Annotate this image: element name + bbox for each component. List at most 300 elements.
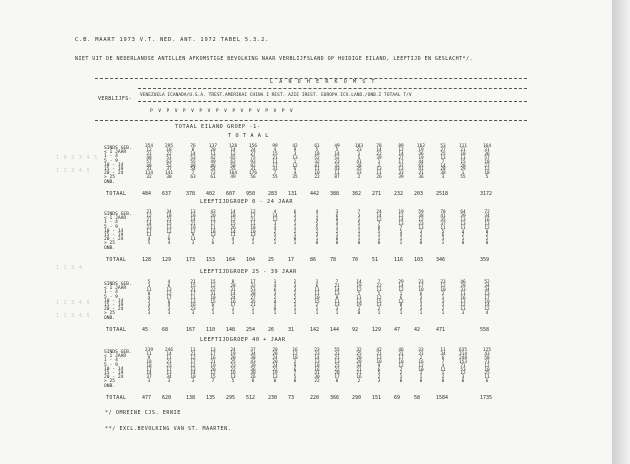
table-cell: 31 (418, 171, 424, 177)
table-cell: 1 (441, 303, 445, 309)
total-cell: 47 (394, 327, 401, 333)
table-cell: 54 (190, 167, 196, 173)
table-cell: 34 (440, 351, 446, 357)
table-cell: 176 (249, 171, 257, 177)
table-cell: 25 (356, 351, 362, 357)
data-column (458, 349, 468, 384)
table-cell: 48 (146, 163, 152, 169)
table-cell: 5 (441, 229, 445, 235)
table-cell: 1 (461, 237, 465, 243)
table-cell: 21 (250, 303, 256, 309)
table-cell: 1 (357, 237, 361, 243)
table-cell: 16 (210, 355, 216, 361)
table-cell: 22 (166, 151, 172, 157)
table-cell: 6 (441, 233, 445, 239)
table-cell: 4 (273, 225, 277, 231)
table-cell: 14 (398, 283, 404, 289)
table-cell: 18 (484, 159, 490, 165)
table-cell: 3 (399, 307, 403, 313)
data-column (144, 281, 154, 316)
table-cell: 13 (484, 291, 490, 297)
table-cell: 137 (209, 144, 217, 149)
row-labels (104, 350, 132, 389)
table-cell: 21 (146, 217, 152, 223)
table-cell: 8 (335, 217, 339, 223)
data-column (164, 281, 174, 316)
table-cell: 19 (272, 371, 278, 377)
table-cell: 13 (376, 303, 382, 309)
table-cell: 38 (418, 213, 424, 219)
table-cell: 5 (335, 147, 339, 153)
total-cell: 17 (288, 257, 295, 263)
table-cell: 22 (230, 367, 236, 373)
total-cell: 129 (372, 327, 382, 333)
total-cell: 254 (246, 327, 256, 333)
table-cell: 17 (272, 163, 278, 169)
table-cell: 11 (210, 151, 216, 157)
table-cell: 13 (190, 210, 196, 215)
data-column (396, 349, 406, 384)
table-cell: 12 (190, 363, 196, 369)
table-cell: 2 (441, 291, 445, 297)
table-cell: 21 (190, 221, 196, 227)
table-cell: 32 (314, 159, 320, 165)
table-cell: 41 (356, 159, 362, 165)
table-cell: 17 (250, 280, 256, 285)
table-cell: 4 (273, 147, 277, 153)
data-column (416, 281, 426, 316)
table-cell: 6 (211, 241, 215, 247)
table-cell: 32 (250, 283, 256, 289)
row-label: ONB. (104, 383, 116, 389)
row-label: SINDS GEB. (104, 146, 132, 151)
data-column (248, 145, 258, 180)
data-column (438, 145, 448, 180)
table-cell: 21 (356, 367, 362, 373)
table-cell: 4 (315, 217, 319, 223)
table-cell: 26 (230, 225, 236, 231)
row-label: 10 - 14 (104, 366, 124, 372)
data-column (416, 145, 426, 180)
table-cell: 16 (292, 348, 298, 353)
table-cell: 3 (191, 241, 195, 247)
table-cell: 33 (418, 348, 424, 353)
table-cell: 6 (293, 210, 297, 215)
table-cell: 9 (147, 355, 151, 361)
table-cell: 43 (250, 359, 256, 365)
row-labels (104, 212, 132, 251)
table-cell: 0 (419, 241, 423, 247)
table-cell: 11 (440, 348, 446, 353)
total-cell: 295 (226, 395, 236, 401)
table-cell: 4 (399, 233, 403, 239)
table-cell: 15 (376, 299, 382, 305)
total-cell: 290 (352, 395, 362, 401)
table-cell: 12 (484, 225, 490, 231)
data-column (270, 349, 280, 384)
data-column (438, 211, 448, 246)
data-column (290, 211, 300, 246)
table-cell: 13 (292, 155, 298, 161)
data-column (416, 211, 426, 246)
table-cell: 5 (485, 175, 489, 181)
table-cell: 19 (356, 283, 362, 289)
data-column (458, 211, 468, 246)
table-cell: 17 (210, 351, 216, 357)
table-cell: 42 (376, 348, 382, 353)
table-cell: 31 (314, 371, 320, 377)
table-cell: 1 (357, 229, 361, 235)
table-cell: 13 (190, 367, 196, 373)
data-column (208, 281, 218, 316)
table-cell: 3 (293, 213, 297, 219)
row-label: ONB. (104, 315, 116, 321)
table-cell: 23 (314, 348, 320, 353)
total-cell: 359 (480, 257, 490, 263)
table-cell: 8 (191, 147, 195, 153)
table-cell: 5 (315, 147, 319, 153)
table-cell: 11 (146, 287, 152, 293)
row-labels (104, 282, 132, 321)
row-label: ONB. (104, 245, 116, 251)
table-cell: 0 (357, 241, 361, 247)
section-title: LEEFTIJDGROEP 0 - 24 JAAR (200, 199, 294, 205)
row-label: 15 - 19 (104, 233, 124, 239)
table-cell: 41 (314, 163, 320, 169)
table-cell: 55 (272, 175, 278, 181)
table-cell: 1 (441, 371, 445, 377)
table-cell: 20 (210, 213, 216, 219)
table-cell: 34 (250, 351, 256, 357)
data-column (270, 281, 280, 316)
table-cell: 12 (210, 371, 216, 377)
table-cell: 15 (210, 375, 216, 381)
table-cell: 11 (440, 367, 446, 373)
table-cell: 32 (146, 175, 152, 181)
table-cell: 18 (484, 171, 490, 177)
table-cell: 10 (250, 229, 256, 235)
table-cell: 3 (357, 213, 361, 219)
table-cell: 1 (315, 307, 319, 313)
table-cell: 2 (461, 233, 465, 239)
data-column (248, 281, 258, 316)
table-cell: 28 (460, 163, 466, 169)
table-cell: 10 (314, 295, 320, 301)
table-cell: 11 (334, 299, 340, 305)
table-cell: 87 (334, 175, 340, 181)
table-cell: 4 (231, 237, 235, 243)
table-cell: 23 (334, 159, 340, 165)
row-label: 1 - 4 (104, 154, 118, 160)
table-cell: 6 (335, 213, 339, 219)
data-column (290, 145, 300, 180)
table-cell: 635 (459, 348, 467, 353)
table-cell: 53 (460, 367, 466, 373)
table-cell: 21 (146, 151, 152, 157)
table-cell: 52 (484, 280, 490, 285)
table-cell: 17 (334, 375, 340, 381)
table-cell: 0 (335, 241, 339, 247)
table-cell: 162 (417, 144, 425, 149)
total-cell: 128 (142, 257, 152, 263)
table-cell: 4 (147, 295, 151, 301)
table-cell: 13 (356, 299, 362, 305)
data-column (312, 349, 322, 384)
table-cell: 5 (357, 291, 361, 297)
table-cell: 0 (377, 241, 381, 247)
data-column (416, 349, 426, 384)
table-cell: 14 (146, 221, 152, 227)
table-cell: 23 (418, 221, 424, 227)
table-cell: 24 (376, 210, 382, 215)
total-cell: 135 (206, 395, 216, 401)
table-cell: 16 (230, 371, 236, 377)
table-cell: 23 (166, 363, 172, 369)
data-column (208, 349, 218, 384)
table-cell: 10 (484, 367, 490, 373)
data-column (208, 145, 218, 180)
table-cell: 33 (460, 287, 466, 293)
table-cell: 76 (190, 144, 196, 149)
table-cell: 72 (210, 171, 216, 177)
table-cell: 2 (377, 375, 381, 381)
table-cell: 29 (398, 280, 404, 285)
total-cell: 442 (310, 191, 320, 197)
table-cell: 21 (398, 351, 404, 357)
table-cell: 8 (377, 225, 381, 231)
table-cell: 0 (335, 237, 339, 243)
table-cell: 248 (459, 355, 467, 361)
table-cell: 16 (314, 367, 320, 373)
table-cell: 39 (376, 155, 382, 161)
table-cell: 51 (166, 155, 172, 161)
table-cell: 1 (441, 241, 445, 247)
table-cell: 20 (272, 348, 278, 353)
table-cell: 49 (334, 144, 340, 149)
table-cell: 42 (210, 155, 216, 161)
table-cell: 12 (292, 163, 298, 169)
table-cell: 17 (398, 355, 404, 361)
table-cell: 17 (146, 367, 152, 373)
table-cell: 11 (460, 225, 466, 231)
table-cell: 8 (485, 229, 489, 235)
table-cell: 10 (314, 171, 320, 177)
table-cell: 1 (335, 233, 339, 239)
table-cell: 18 (314, 363, 320, 369)
table-cell: 38 (166, 175, 172, 181)
table-cell: 7 (399, 367, 403, 373)
table-cell: 16 (460, 295, 466, 301)
table-cell: 12 (230, 151, 236, 157)
row-label: 5 - 9 (104, 224, 118, 230)
total-cell: 950 (246, 191, 256, 197)
table-cell: 78 (440, 210, 446, 215)
data-column (374, 281, 384, 316)
table-cell: 22 (272, 367, 278, 373)
table-cell: 63 (166, 159, 172, 165)
table-cell: 2 (293, 280, 297, 285)
table-cell: 35 (356, 167, 362, 173)
table-cell: 13 (166, 287, 172, 293)
table-cell: 17 (190, 229, 196, 235)
table-cell: 24 (272, 363, 278, 369)
table-cell: 43 (334, 167, 340, 173)
table-cell: 141 (165, 171, 173, 177)
table-cell: 27 (250, 295, 256, 301)
table-cell: 5 (147, 241, 151, 247)
table-cell: 92 (250, 163, 256, 169)
table-cell: 7 (357, 210, 361, 215)
table-cell: 6 (315, 283, 319, 289)
table-cell: 18 (146, 363, 152, 369)
table-cell: 21 (210, 359, 216, 365)
table-cell: 24 (250, 147, 256, 153)
table-cell: 20 (272, 359, 278, 365)
table-cell: 0 (315, 241, 319, 247)
table-cell: 246 (165, 348, 173, 353)
data-column (438, 349, 448, 384)
table-cell: 21 (334, 363, 340, 369)
table-cell: 31 (230, 287, 236, 293)
table-cell: 56 (250, 175, 256, 181)
table-cell: 6 (273, 287, 277, 293)
table-cell: 64 (460, 210, 466, 215)
row-label: 20 - 24 (104, 237, 124, 243)
row-label: 10 - 14 (104, 228, 124, 234)
table-cell: 0 (399, 379, 403, 385)
total-cell: 68 (162, 327, 169, 333)
table-cell: 21 (190, 280, 196, 285)
table-cell: 61 (314, 144, 320, 149)
table-cell: 14 (190, 151, 196, 157)
table-cell: 12 (398, 299, 404, 305)
table-cell: 2 (357, 175, 361, 181)
table-cell: 12 (166, 291, 172, 297)
table-cell: 295 (165, 144, 173, 149)
table-cell: 3 (461, 375, 465, 381)
table-cell: 1 (419, 375, 423, 381)
table-cell: 6 (211, 303, 215, 309)
table-cell: 5 (147, 307, 151, 313)
section-title: LEEFTIJDGROEP 40 + JAAR (200, 337, 286, 343)
table-cell: 14 (190, 217, 196, 223)
total-cell: 92 (352, 327, 359, 333)
table-cell: 1 (273, 311, 277, 317)
table-cell: 12 (398, 287, 404, 293)
table-cell: 1 (377, 159, 381, 165)
table-cell: 14 (314, 355, 320, 361)
table-cell: 10 (418, 367, 424, 373)
table-cell: 128 (229, 144, 237, 149)
table-cell: 34 (166, 210, 172, 215)
data-column (396, 211, 406, 246)
table-cell: 52 (314, 155, 320, 161)
table-cell: 3 (167, 307, 171, 313)
table-cell: 17 (166, 367, 172, 373)
table-cell: 28 (334, 371, 340, 377)
table-cell: 11 (314, 291, 320, 297)
table-cell: 4 (293, 171, 297, 177)
table-cell: 1 (461, 171, 465, 177)
table-cell: 5 (419, 299, 423, 305)
table-cell: 31 (250, 167, 256, 173)
table-cell: 2 (357, 379, 361, 385)
table-cell: 2 (335, 229, 339, 235)
table-cell: 12 (484, 363, 490, 369)
table-cell: 13 (334, 303, 340, 309)
table-cell: 0 (357, 311, 361, 317)
table-cell: 7 (293, 371, 297, 377)
table-cell: 35 (440, 217, 446, 223)
table-cell: 19 (418, 147, 424, 153)
table-title: L A N D H E R K O M S T (270, 79, 377, 85)
bleed-through-text: 1 2 3 4 5 (56, 313, 91, 319)
table-cell: 1 (399, 311, 403, 317)
row-label: < 1 JAAR (104, 354, 127, 360)
table-cell: 11 (230, 233, 236, 239)
table-cell: 37 (440, 221, 446, 227)
table-cell: 14 (376, 213, 382, 219)
data-column (144, 349, 154, 384)
table-cell: 5 (357, 155, 361, 161)
table-cell: 37 (166, 167, 172, 173)
total-cell: 271 (372, 191, 382, 197)
table-cell: 25 (230, 359, 236, 365)
table-cell: 22 (314, 379, 320, 385)
table-cell: 21 (166, 359, 172, 365)
table-cell: 53 (440, 144, 446, 149)
table-cell: 5 (315, 225, 319, 231)
table-cell: 17 (484, 295, 490, 301)
table-cell: 14 (146, 371, 152, 377)
total-cell: 151 (372, 395, 382, 401)
total-cell: 45 (142, 327, 149, 333)
table-cell: 12 (484, 307, 490, 313)
table-cell: 34 (484, 213, 490, 219)
data-column (164, 145, 174, 180)
table-cell: 6 (167, 283, 171, 289)
data-column (188, 211, 198, 246)
table-cell: 3 (273, 221, 277, 227)
table-cell: 16 (418, 359, 424, 365)
table-cell: 153 (459, 359, 467, 365)
table-cell: 15 (230, 221, 236, 227)
table-cell: 2 (377, 163, 381, 169)
table-cell: 13 (484, 221, 490, 227)
table-cell: 35 (250, 299, 256, 305)
table-cell: 13 (272, 375, 278, 381)
table-cell: 5 (273, 233, 277, 239)
table-cell: 11 (166, 355, 172, 361)
table-cell: 7 (191, 171, 195, 177)
table-cell: 14 (230, 147, 236, 153)
table-cell: 5 (293, 375, 297, 381)
table-cell: 7 (377, 280, 381, 285)
total-cell: 232 (394, 191, 404, 197)
table-cell: 1 (251, 241, 255, 247)
table-cell: 3 (335, 307, 339, 313)
total-cell: 283 (268, 191, 278, 197)
table-cell: 5 (315, 221, 319, 227)
row-label: 5 - 9 (104, 362, 118, 368)
table-cell: 28 (272, 351, 278, 357)
table-cell: 23 (356, 147, 362, 153)
table-cell: 13 (398, 167, 404, 173)
table-cell: 3 (419, 307, 423, 313)
table-cell: 22 (210, 287, 216, 293)
row-label: SINDS GEB. (104, 350, 132, 355)
table-cell: 1 (315, 213, 319, 219)
